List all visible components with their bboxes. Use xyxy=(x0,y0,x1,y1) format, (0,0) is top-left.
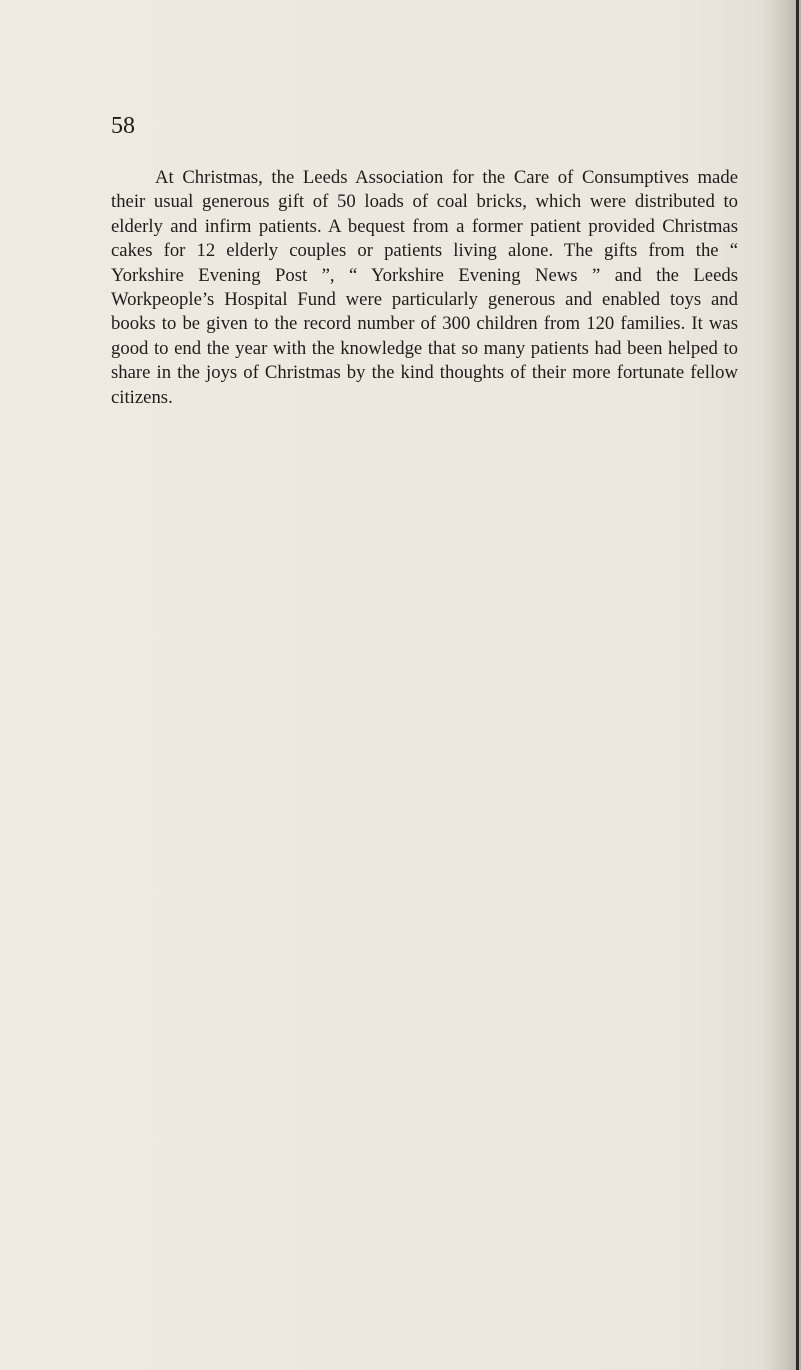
page-number: 58 xyxy=(111,113,135,139)
page-edge-line xyxy=(796,0,799,1370)
body-paragraph: At Christmas, the Leeds Association for the Care of Consumptives made their usual generous gift of 50 loads of coal bricks, which were distributed to elderly and infirm patients. A bequest from a former patient provided Christmas cakes for 12 elderly couples or patients living alone. The gifts from the “ Yorkshire Evening Post ”, “ Yorkshire Evening News ” and the Leeds Workpeople’s Hospital Fund were particularly generous and enabled toys and books to be given to the record number of 300 children from 120 families. It was good to end the year with the knowledge that so many patients had been helped to share in the joys of Christmas by the kind thoughts of their more fortunate fellow citizens. xyxy=(111,167,738,408)
